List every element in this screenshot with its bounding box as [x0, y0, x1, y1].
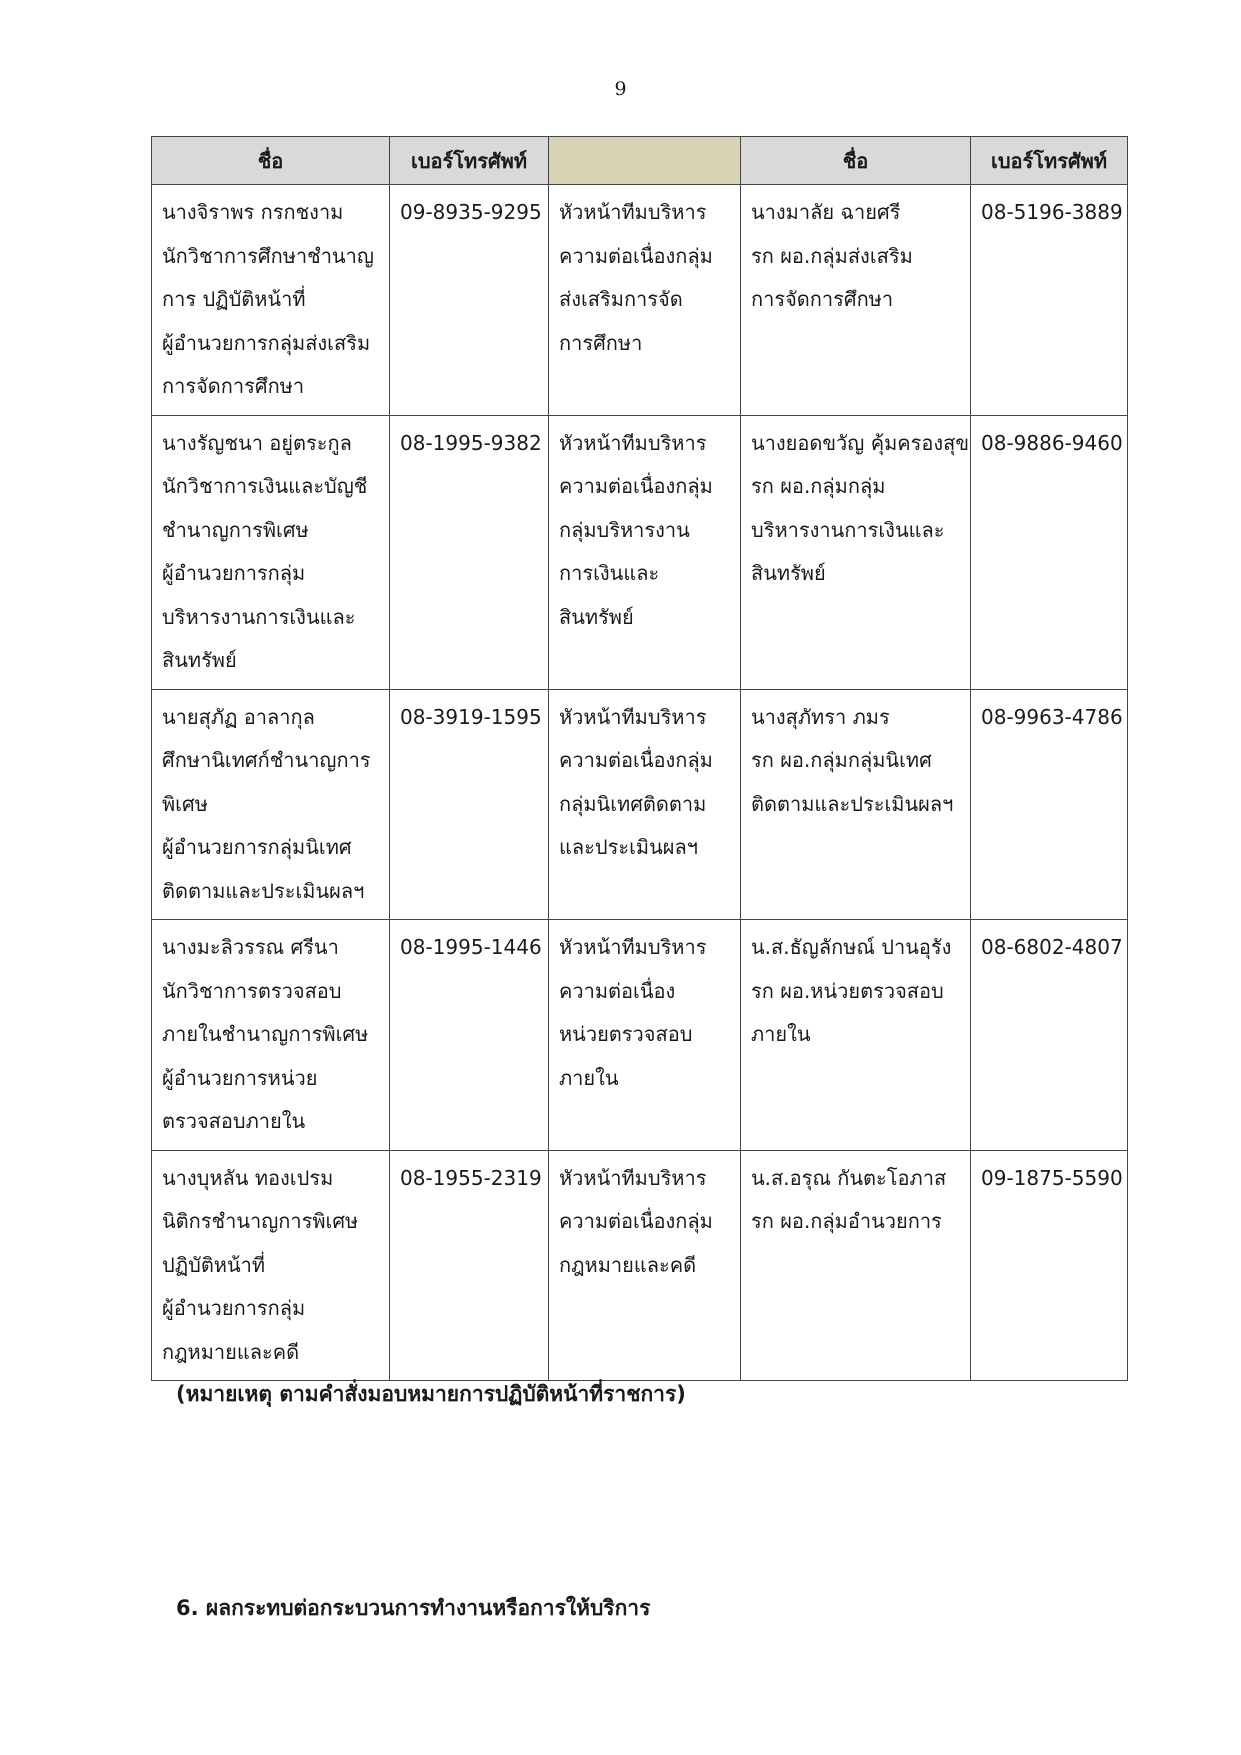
deputy-line: นางยอดขวัญ คุ้มครองสุข [751, 430, 970, 455]
role-line: ความต่อเนื่องกลุ่ม [559, 474, 713, 498]
header-deputy-phone: เบอร์โทรศัพท์ [971, 137, 1128, 185]
section-heading: 6. ผลกระทบต่อกระบวนการทำงานหรือการให้บริการ [176, 1596, 651, 1620]
deputy-line: รก ผอ.กลุ่มอำนวยการ [751, 1209, 942, 1233]
phone-number: 08-1995-1446 [400, 935, 542, 959]
name-cell [152, 689, 390, 920]
header-name: ชื่อ [152, 137, 390, 185]
deputy-cell [741, 920, 971, 1151]
role-line: กลุ่มนิเทศติดตาม [559, 791, 707, 816]
deputy-phone-cell [971, 920, 1128, 1151]
name-cell [152, 1150, 390, 1381]
role-line: หน่วยตรวจสอบ [559, 1022, 693, 1046]
name-line: นางรัญชนา อยู่ตระกูล [162, 430, 352, 455]
deputy-line: น.ส.อรุณ กันตะโอภาส [751, 1165, 947, 1190]
deputy-line: รก ผอ.กลุ่มส่งเสริม [751, 243, 913, 268]
name-line: นางบุหลัน ทองเปรม [162, 1165, 334, 1190]
name-line: นักวิชาการตรวจสอบ [162, 978, 342, 1003]
table-row [152, 415, 1128, 689]
name-line: พิเศษ [162, 791, 208, 816]
deputy-phone-number: 09-1875-5590 [981, 1165, 1123, 1190]
phone-cell [390, 415, 549, 689]
page-number: 9 [614, 78, 627, 100]
deputy-line: การจัดการศึกษา [751, 287, 894, 311]
deputy-phone-number: 08-5196-3889 [981, 200, 1123, 224]
deputy-phone-number: 08-9963-4786 [981, 704, 1123, 729]
role-line: กฎหมายและคดี [559, 1252, 697, 1277]
name-line: นิติกรชำนาญการพิเศษ [162, 1209, 359, 1233]
deputy-cell [741, 415, 971, 689]
table-row [152, 1150, 1128, 1381]
deputy-phone-cell [971, 1150, 1128, 1381]
role-line: สินทรัพย์ [559, 604, 634, 629]
name-line: ภายในชำนาญการพิเศษ [162, 1022, 369, 1046]
role-line: ความต่อเนื่อง [559, 978, 676, 1003]
deputy-line: น.ส.ธัญลักษณ์ ปานอุรัง [751, 935, 952, 959]
role-line: ส่งเสริมการจัด [559, 287, 683, 311]
header-role [549, 137, 741, 185]
name-cell [152, 185, 390, 416]
phone-number: 08-3919-1595 [400, 704, 542, 729]
deputy-line: นางมาลัย ฉายศรี [751, 200, 901, 224]
table-row [152, 185, 1128, 416]
name-line: นักวิชาการเงินและบัญชี [162, 474, 368, 498]
name-line: ผู้อำนวยการกลุ่มนิเทศ [162, 835, 352, 859]
name-cell [152, 415, 390, 689]
deputy-line: บริหารงานการเงินและ [751, 517, 945, 542]
phone-cell [390, 1150, 549, 1381]
deputy-cell [741, 185, 971, 416]
role-line: หัวหน้าทีมบริหาร [559, 704, 707, 729]
role-line: ความต่อเนื่องกลุ่ม [559, 243, 713, 268]
phone-cell [390, 920, 549, 1151]
phone-cell [390, 185, 549, 416]
deputy-line: สินทรัพย์ [751, 561, 826, 585]
role-line: ความต่อเนื่องกลุ่ม [559, 748, 713, 772]
name-line: ผู้อำนวยการกลุ่ม [162, 561, 306, 585]
phone-number: 08-1955-2319 [400, 1165, 542, 1190]
name-line: ศึกษานิเทศก์ชำนาญการ [162, 748, 371, 772]
table-header-row [152, 137, 1128, 185]
name-cell [152, 920, 390, 1151]
deputy-line: รก ผอ.กลุ่มกลุ่ม [751, 474, 886, 498]
name-line: นางมะลิวรรณ ศรีนา [162, 935, 339, 959]
name-line: นักวิชาการศึกษาชำนาญ [162, 243, 374, 268]
phone-number: 08-1995-9382 [400, 430, 542, 455]
role-line: และประเมินผลฯ [559, 835, 698, 859]
role-line: ความต่อเนื่องกลุ่ม [559, 1209, 713, 1233]
name-line: ปฏิบัติหน้าที่ [162, 1252, 266, 1277]
deputy-line: ภายใน [751, 1022, 811, 1046]
name-line: ตรวจสอบภายใน [162, 1109, 306, 1133]
deputy-line: รก ผอ.หน่วยตรวจสอบ [751, 978, 944, 1003]
name-line: ผู้อำนวยการกลุ่ม [162, 1296, 306, 1320]
name-line: การจัดการศึกษา [162, 374, 305, 398]
deputy-cell [741, 1150, 971, 1381]
name-line: สินทรัพย์ [162, 648, 237, 672]
name-line: บริหารงานการเงินและ [162, 604, 356, 629]
phone-number: 09-8935-9295 [400, 200, 542, 224]
role-line: หัวหน้าทีมบริหาร [559, 430, 707, 455]
contact-table [151, 136, 1128, 1381]
role-line: หัวหน้าทีมบริหาร [559, 200, 707, 224]
role-line: การเงินและ [559, 561, 660, 585]
role-line: หัวหน้าทีมบริหาร [559, 935, 707, 959]
deputy-phone-number: 08-6802-4807 [981, 935, 1123, 959]
table-row [152, 689, 1128, 920]
name-line: นายสุภัฏ อาลากุล [162, 704, 315, 729]
role-line: หัวหน้าทีมบริหาร [559, 1165, 707, 1190]
role-cell [549, 415, 741, 689]
name-line: ผู้อำนวยการหน่วย [162, 1065, 318, 1090]
role-cell [549, 689, 741, 920]
phone-cell [390, 689, 549, 920]
header-deputy-name: ชื่อ [741, 137, 971, 185]
name-line: นางจิราพร กรกชงาม [162, 200, 344, 224]
role-cell [549, 920, 741, 1151]
name-line: ติดตามและประเมินผลฯ [162, 878, 365, 903]
role-cell [549, 1150, 741, 1381]
deputy-line: ติดตามและประเมินผลฯ [751, 791, 954, 816]
deputy-line: รก ผอ.กลุ่มกลุ่มนิเทศ [751, 748, 932, 772]
role-line: ภายใน [559, 1065, 619, 1090]
role-cell [549, 185, 741, 416]
name-line: ผู้อำนวยการกลุ่มส่งเสริม [162, 330, 371, 355]
role-line: กลุ่มบริหารงาน [559, 517, 690, 542]
deputy-cell [741, 689, 971, 920]
deputy-phone-cell [971, 689, 1128, 920]
role-line: การศึกษา [559, 330, 643, 355]
deputy-phone-number: 08-9886-9460 [981, 430, 1123, 455]
name-line: การ ปฏิบัติหน้าที่ [162, 287, 306, 311]
deputy-phone-cell [971, 415, 1128, 689]
deputy-line: นางสุภัทรา ภมร [751, 704, 890, 729]
note: (หมายเหตุ ตามคำสั่งมอบหมายการปฏิบัติหน้าที่ราชการ) [176, 1382, 686, 1406]
deputy-phone-cell [971, 185, 1128, 416]
header-phone: เบอร์โทรศัพท์ [390, 137, 549, 185]
name-line: ชำนาญการพิเศษ [162, 517, 309, 542]
table-row [152, 920, 1128, 1151]
name-line: กฎหมายและคดี [162, 1339, 300, 1364]
